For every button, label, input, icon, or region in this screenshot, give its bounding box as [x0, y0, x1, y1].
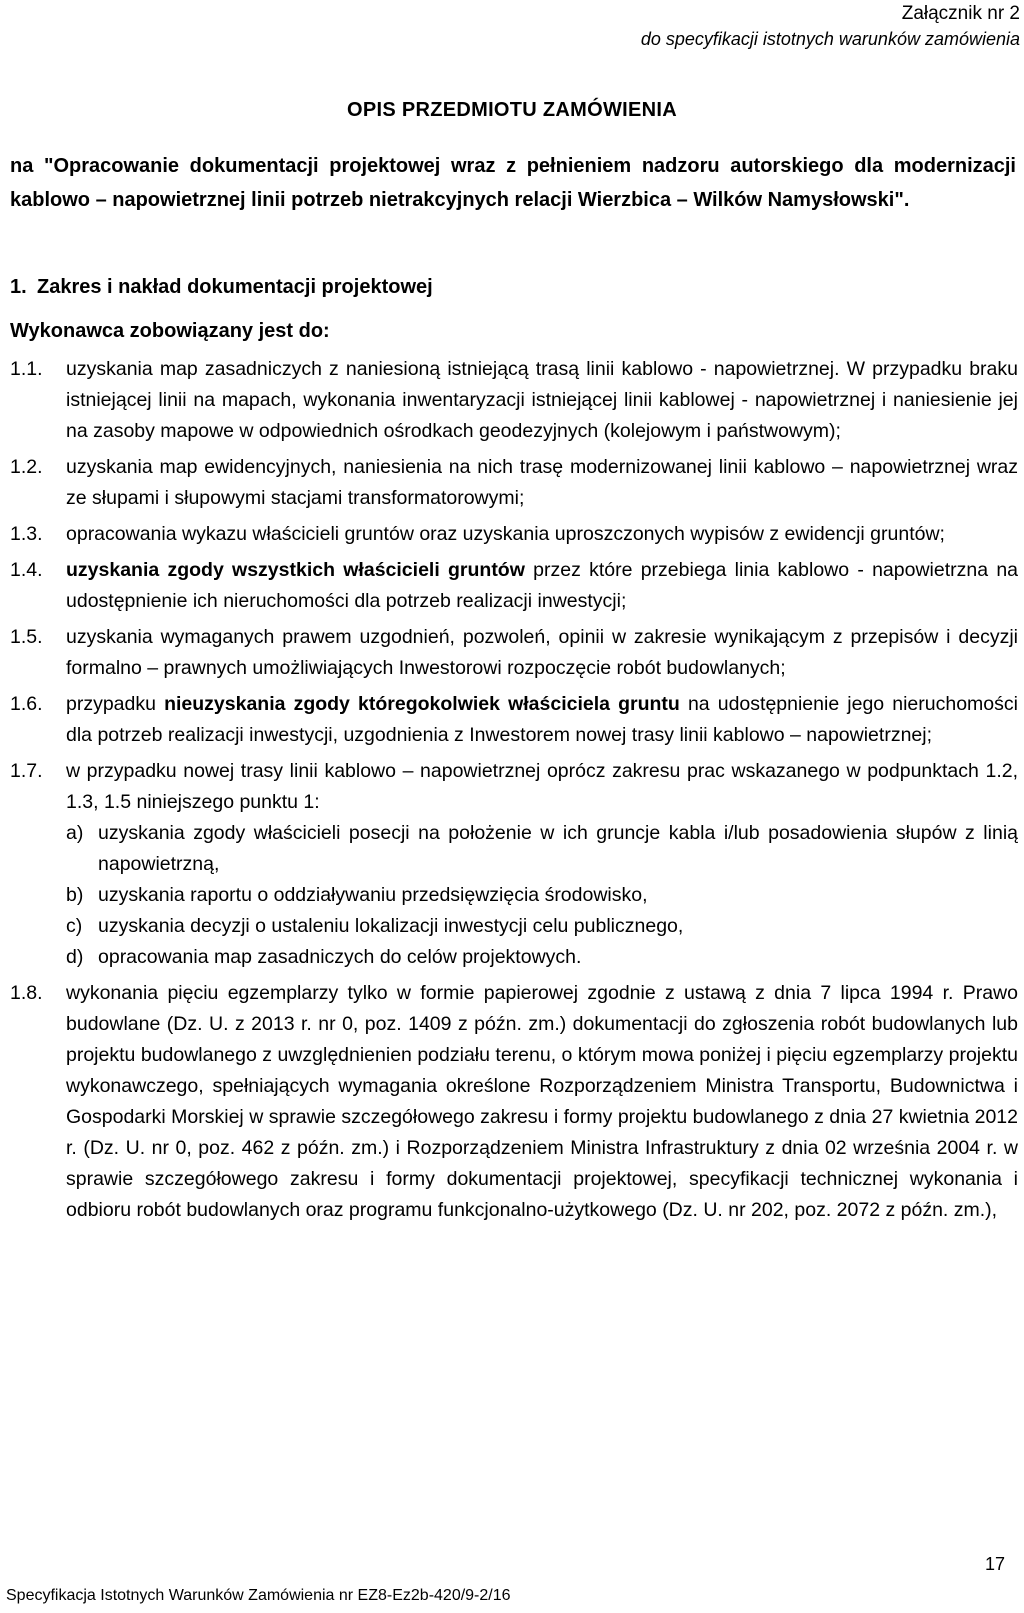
- list-item: [10, 622, 1018, 684]
- item-number: 1.7.: [10, 760, 43, 782]
- item-text: [66, 689, 1018, 751]
- list-item: [10, 756, 1018, 973]
- sub-item: [66, 911, 1018, 942]
- item-text: wykonania pięciu egzemplarzy tylko w formie papierowej zgodnie z ustawą z dnia 7 lipca 1994 r. Prawo budowlane (Dz. U. z 2013 r. nr 0, poz. 1409 z późn. zm.) dokumentacji do zgłoszenia robót budowlanych lub projektu budowlanego z uwzględnienien podziału terenu, o którym mowa poniżej i pięciu egzemplarzy projektu wykonawczego, spełniających wymagania określone Rozporządzeniem Ministra Transportu, Budownictwa i Gospodarki Morskiej w sprawie szczegółowego zakresu i formy projektu budowlanego z dnia 27 kwietnia 2012 r. (Dz. U. nr 0, poz. 462 z późn. zm.) i Rozporządzeniem Ministra Infrastruktury z dnia 02 września 2004 r. w sprawie szczegółowego zakresu i formy dokumentacji projektowej, specyfikacji technicznej wykonania i odbioru robót budowlanych oraz programu funkcjonalno-użytkowego (Dz. U. nr 202, poz. 2072 z późn. zm.),: [66, 982, 1018, 1221]
- section-heading: [10, 276, 433, 299]
- sub-item-letter: d): [66, 946, 84, 968]
- list-item: [10, 519, 1018, 550]
- page-number: 17: [984, 1554, 1005, 1574]
- sub-item: [66, 880, 1018, 911]
- list-item: [10, 555, 1018, 617]
- item-number: 1.6.: [10, 693, 43, 715]
- list-item: [10, 452, 1018, 514]
- item-number: 1.8.: [10, 982, 43, 1004]
- sub-item: [66, 818, 1018, 880]
- item-rest-text: na udostępnienie jego nieruchomości dla potrzeb realizacji inwestycji, uzgodnienia z Inwestorem nowej trasy linii kablowo – napowietrznej;: [66, 693, 1018, 746]
- item-rest-text: przez które przebiega linia kablowo - napowietrzna na udostępnienie ich nieruchomości dla potrzeb realizacji inwestycji;: [66, 559, 1019, 612]
- item-number: 1.4.: [10, 559, 43, 581]
- list-item: [10, 978, 1018, 1226]
- item-number: 1.3.: [10, 523, 43, 545]
- section-title: Zakres i nakład dokumentacji projektowej: [37, 276, 433, 298]
- page-footer: Specyfikacja Istotnych Warunków Zamówienia nr EZ8-Ez2b-420/9-2/16: [6, 1587, 511, 1604]
- item-number: 1.2.: [10, 456, 43, 478]
- sub-item-text: uzyskania raportu o oddziaływaniu przedsięwzięcia środowisko,: [98, 884, 648, 906]
- attachment-label: Załącznik nr 2: [901, 3, 1020, 24]
- attachment-subtitle: do specyfikacji istotnych warunków zamówienia: [640, 29, 1020, 49]
- item-bold-text: nieuzyskania zgody któregokolwiek właściciela gruntu: [164, 693, 680, 715]
- lead-sentence: Wykonawca zobowiązany jest do:: [10, 320, 330, 342]
- sub-item-letter: b): [66, 884, 84, 906]
- item-text: uzyskania wymaganych prawem uzgodnień, pozwoleń, opinii w zakresie wynikającym z przepisów i decyzji formalno – prawnych umożliwiających Inwestorowi rozpoczęcie robót budowlanych;: [66, 626, 1018, 679]
- sub-item-text: opracowania map zasadniczych do celów projektowych.: [98, 946, 582, 968]
- sub-item: [66, 942, 1018, 973]
- item-number: 1.5.: [10, 626, 43, 648]
- requirements-list: [10, 354, 1018, 1231]
- item-text: [66, 756, 1018, 973]
- item-pre-text: przypadku: [66, 693, 156, 715]
- item-number: 1.1.: [10, 358, 43, 380]
- item-bold-text: uzyskania zgody wszystkich właścicieli gruntów: [66, 559, 525, 581]
- document-title: OPIS PRZEDMIOTU ZAMÓWIENIA: [346, 99, 678, 121]
- item-text: [66, 555, 1018, 617]
- item-text: uzyskania map ewidencyjnych, naniesienia na nich trasę modernizowanej linii kablowo – napowietrznej wraz ze słupami i słupowymi stacjami transformatorowymi;: [66, 456, 1018, 509]
- section-number: 1.: [10, 276, 27, 298]
- item-text: opracowania wykazu właścicieli gruntów oraz uzyskania uproszczonych wypisów z ewidencji gruntów;: [66, 523, 945, 545]
- list-item: [10, 689, 1018, 751]
- sub-item-letter: c): [66, 915, 83, 937]
- sub-item-text: uzyskania decyzji o ustaleniu lokalizacji inwestycji celu publicznego,: [98, 915, 684, 937]
- list-item: [10, 354, 1018, 447]
- item-rest-text: w przypadku nowej trasy linii kablowo – napowietrznej oprócz zakresu prac wskazanego w podpunktach 1.2, 1.3, 1.5 niniejszego punktu 1:: [66, 760, 1018, 813]
- intro-paragraph: na "Opracowanie dokumentacji projektowej wraz z pełnieniem nadzoru autorskiego dla modernizacji kablowo – napowietrznej linii potrzeb nietrakcyjnych relacji Wierzbica – Wilków Namysłowski".: [10, 155, 1016, 211]
- sub-item-text: uzyskania zgody właścicieli posecji na położenie w ich gruncje kabla i/lub posadowienia słupów z linią napowietrzną,: [98, 822, 1018, 875]
- item-text: uzyskania map zasadniczych z naniesioną istniejącą trasą linii kablowo - napowietrznej. W przypadku braku istniejącej linii na mapach, wykonania inwentaryzacji istniejącej linii kablowej - napowietrznej i naniesienie jej na zasoby mapowe w odpowiednich ośrodkach geodezyjnych (kolejowym i państwowym);: [66, 358, 1018, 442]
- sub-item-letter: a): [66, 822, 84, 844]
